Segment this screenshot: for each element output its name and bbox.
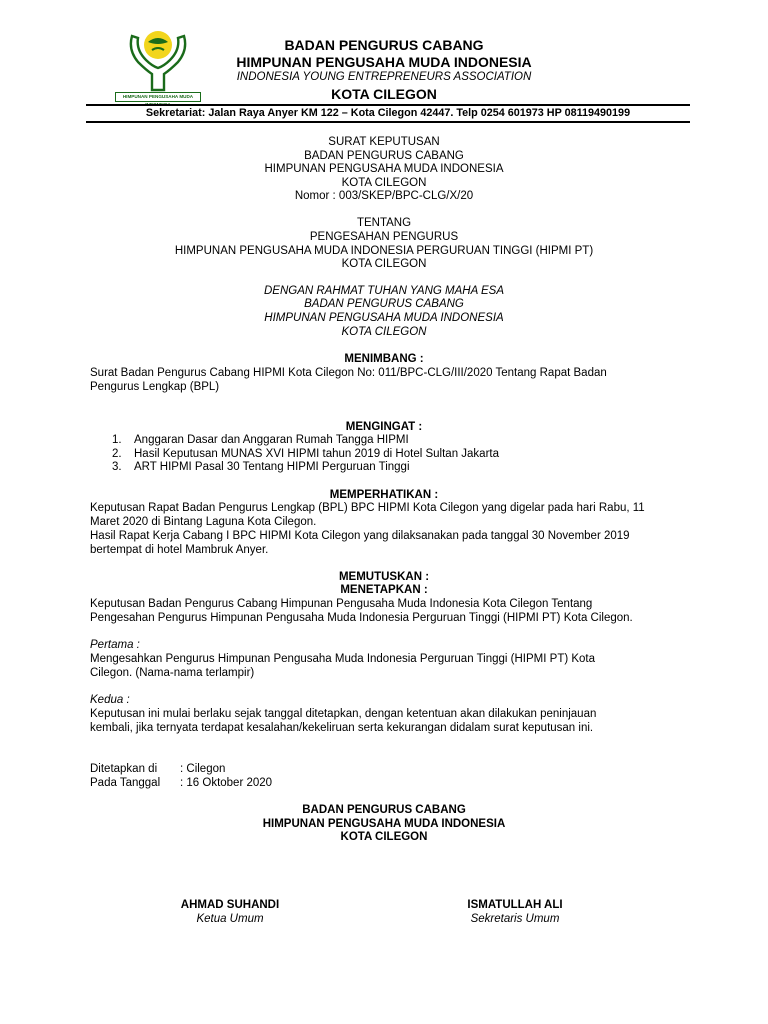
list-item: 1. Anggaran Dasar dan Anggaran Rumah Tangga HIPMI: [112, 434, 409, 446]
title-line3: HIMPUNAN PENGUSAHA MUDA INDONESIA: [264, 163, 504, 175]
tentang-line2: PENGESAHAN PENGURUS: [309, 231, 459, 243]
title-line4: KOTA CILEGON: [341, 177, 427, 189]
menimbang-line2: Pengurus Lengkap (BPL): [90, 381, 220, 393]
memutuskan-line1: Keputusan Badan Pengurus Cabang Himpunan Pengusaha Muda Indonesia Kota Cilegon Tentang: [90, 598, 593, 610]
header-rule-top: [86, 104, 690, 106]
closing-line1: BADAN PENGURUS CABANG: [302, 804, 466, 816]
letterhead-line4: KOTA CILEGON: [331, 86, 437, 102]
letterhead-address: Sekretariat: Jalan Raya Anyer KM 122 – Kota Cilegon 42447. Telp 0254 601973 HP 08119490199: [145, 107, 631, 119]
menetapkan-heading: MENETAPKAN :: [340, 584, 428, 596]
letterhead-line1: BADAN PENGURUS CABANG: [284, 37, 484, 53]
signer-right-role: Sekretaris Umum: [470, 913, 560, 925]
menimbang-line1: Surat Badan Pengurus Cabang HIPMI Kota Cilegon No: 011/BPC-CLG/III/2020 Tentang Rapat Badan: [90, 367, 607, 379]
letterhead-line2: HIMPUNAN PENGUSAHA MUDA INDONESIA: [236, 54, 532, 70]
memperhatikan-line4: bertempat di hotel Mambruk Anyer.: [90, 544, 269, 556]
memperhatikan-line3: Hasil Rapat Kerja Cabang I BPC HIPMI Kota Cilegon yang dilaksanakan pada tanggal 30 November 2019: [90, 530, 630, 542]
pertama-line2: Cilegon. (Nama-nama terlampir): [90, 667, 255, 679]
hands-globe-icon: [112, 28, 204, 92]
mengingat-list: [112, 434, 582, 475]
mengingat-heading: MENGINGAT :: [345, 421, 423, 433]
memutuskan-line2: Pengesahan Pengurus Himpunan Pengusaha Muda Indonesia Perguruan Tinggi (HIPMI PT) Kota Cilegon.: [90, 612, 633, 624]
memperhatikan-heading: MEMPERHATIKAN :: [329, 489, 439, 501]
title-line2: BADAN PENGURUS CABANG: [304, 150, 464, 162]
kedua-line1: Keputusan ini mulai berlaku sejak tanggal ditetapkan, dengan ketentuan akan dilakukan peninjauan: [90, 708, 597, 720]
ditetapkan-label: Ditetapkan di: [90, 763, 158, 775]
pertama-line1: Mengesahkan Pengurus Himpunan Pengusaha Muda Indonesia Perguruan Tinggi (HIPMI PT) Kota: [90, 653, 596, 665]
kedua-line2: kembali, jika ternyata terdapat kesalahan/kekeliruan serta kekurangan didalam surat keputusan ini.: [90, 722, 594, 734]
ditetapkan-value: : Cilegon: [180, 763, 226, 775]
header-rule-bottom: [86, 121, 690, 123]
closing-line2: HIMPUNAN PENGUSAHA MUDA INDONESIA: [262, 818, 506, 830]
title-line1: SURAT KEPUTUSAN: [328, 136, 440, 148]
tentang-line4: KOTA CILEGON: [341, 258, 427, 270]
document-number: Nomor : 003/SKEP/BPC-CLG/X/20: [294, 190, 474, 202]
preamble-line4: KOTA CILEGON: [341, 326, 427, 338]
list-item: 2. Hasil Keputusan MUNAS XVI HIPMI tahun 2019 di Hotel Sultan Jakarta: [112, 447, 499, 460]
list-item: 3. ART HIPMI Pasal 30 Tentang HIPMI Perguruan Tinggi: [112, 461, 410, 473]
kedua-label: Kedua :: [90, 694, 130, 706]
menimbang-heading: MENIMBANG :: [344, 353, 424, 365]
letterhead-line3: INDONESIA YOUNG ENTREPRENEURS ASSOCIATION: [236, 71, 532, 83]
signer-left-name: AHMAD SUHANDI: [180, 899, 280, 911]
memperhatikan-line2: Maret 2020 di Bintang Laguna Kota Cilegon.: [90, 516, 317, 528]
tentang-line1: TENTANG: [356, 217, 412, 229]
hipmi-logo: [112, 28, 204, 106]
pertama-label: Pertama :: [90, 639, 140, 651]
tanggal-value: : 16 Oktober 2020: [180, 777, 273, 789]
logo-label: HIMPUNAN PENGUSAHA MUDA INDONESIA: [115, 92, 201, 102]
signer-left-role: Ketua Umum: [196, 913, 264, 925]
memperhatikan-line1: Keputusan Rapat Badan Pengurus Lengkap (BPL) BPC HIPMI Kota Cilegon yang digelar pada hari Rabu, 11: [90, 502, 645, 514]
memutuskan-heading: MEMUTUSKAN :: [338, 571, 430, 583]
tentang-line3: HIMPUNAN PENGUSAHA MUDA INDONESIA PERGURUAN TINGGI (HIPMI PT): [174, 245, 594, 257]
closing-line3: KOTA CILEGON: [340, 831, 428, 843]
tanggal-label: Pada Tanggal: [90, 777, 161, 789]
signer-right-name: ISMATULLAH ALI: [467, 899, 563, 911]
preamble-line2: BADAN PENGURUS CABANG: [304, 298, 464, 310]
preamble-line1: DENGAN RAHMAT TUHAN YANG MAHA ESA: [263, 285, 505, 297]
preamble-line3: HIMPUNAN PENGUSAHA MUDA INDONESIA: [264, 312, 504, 324]
